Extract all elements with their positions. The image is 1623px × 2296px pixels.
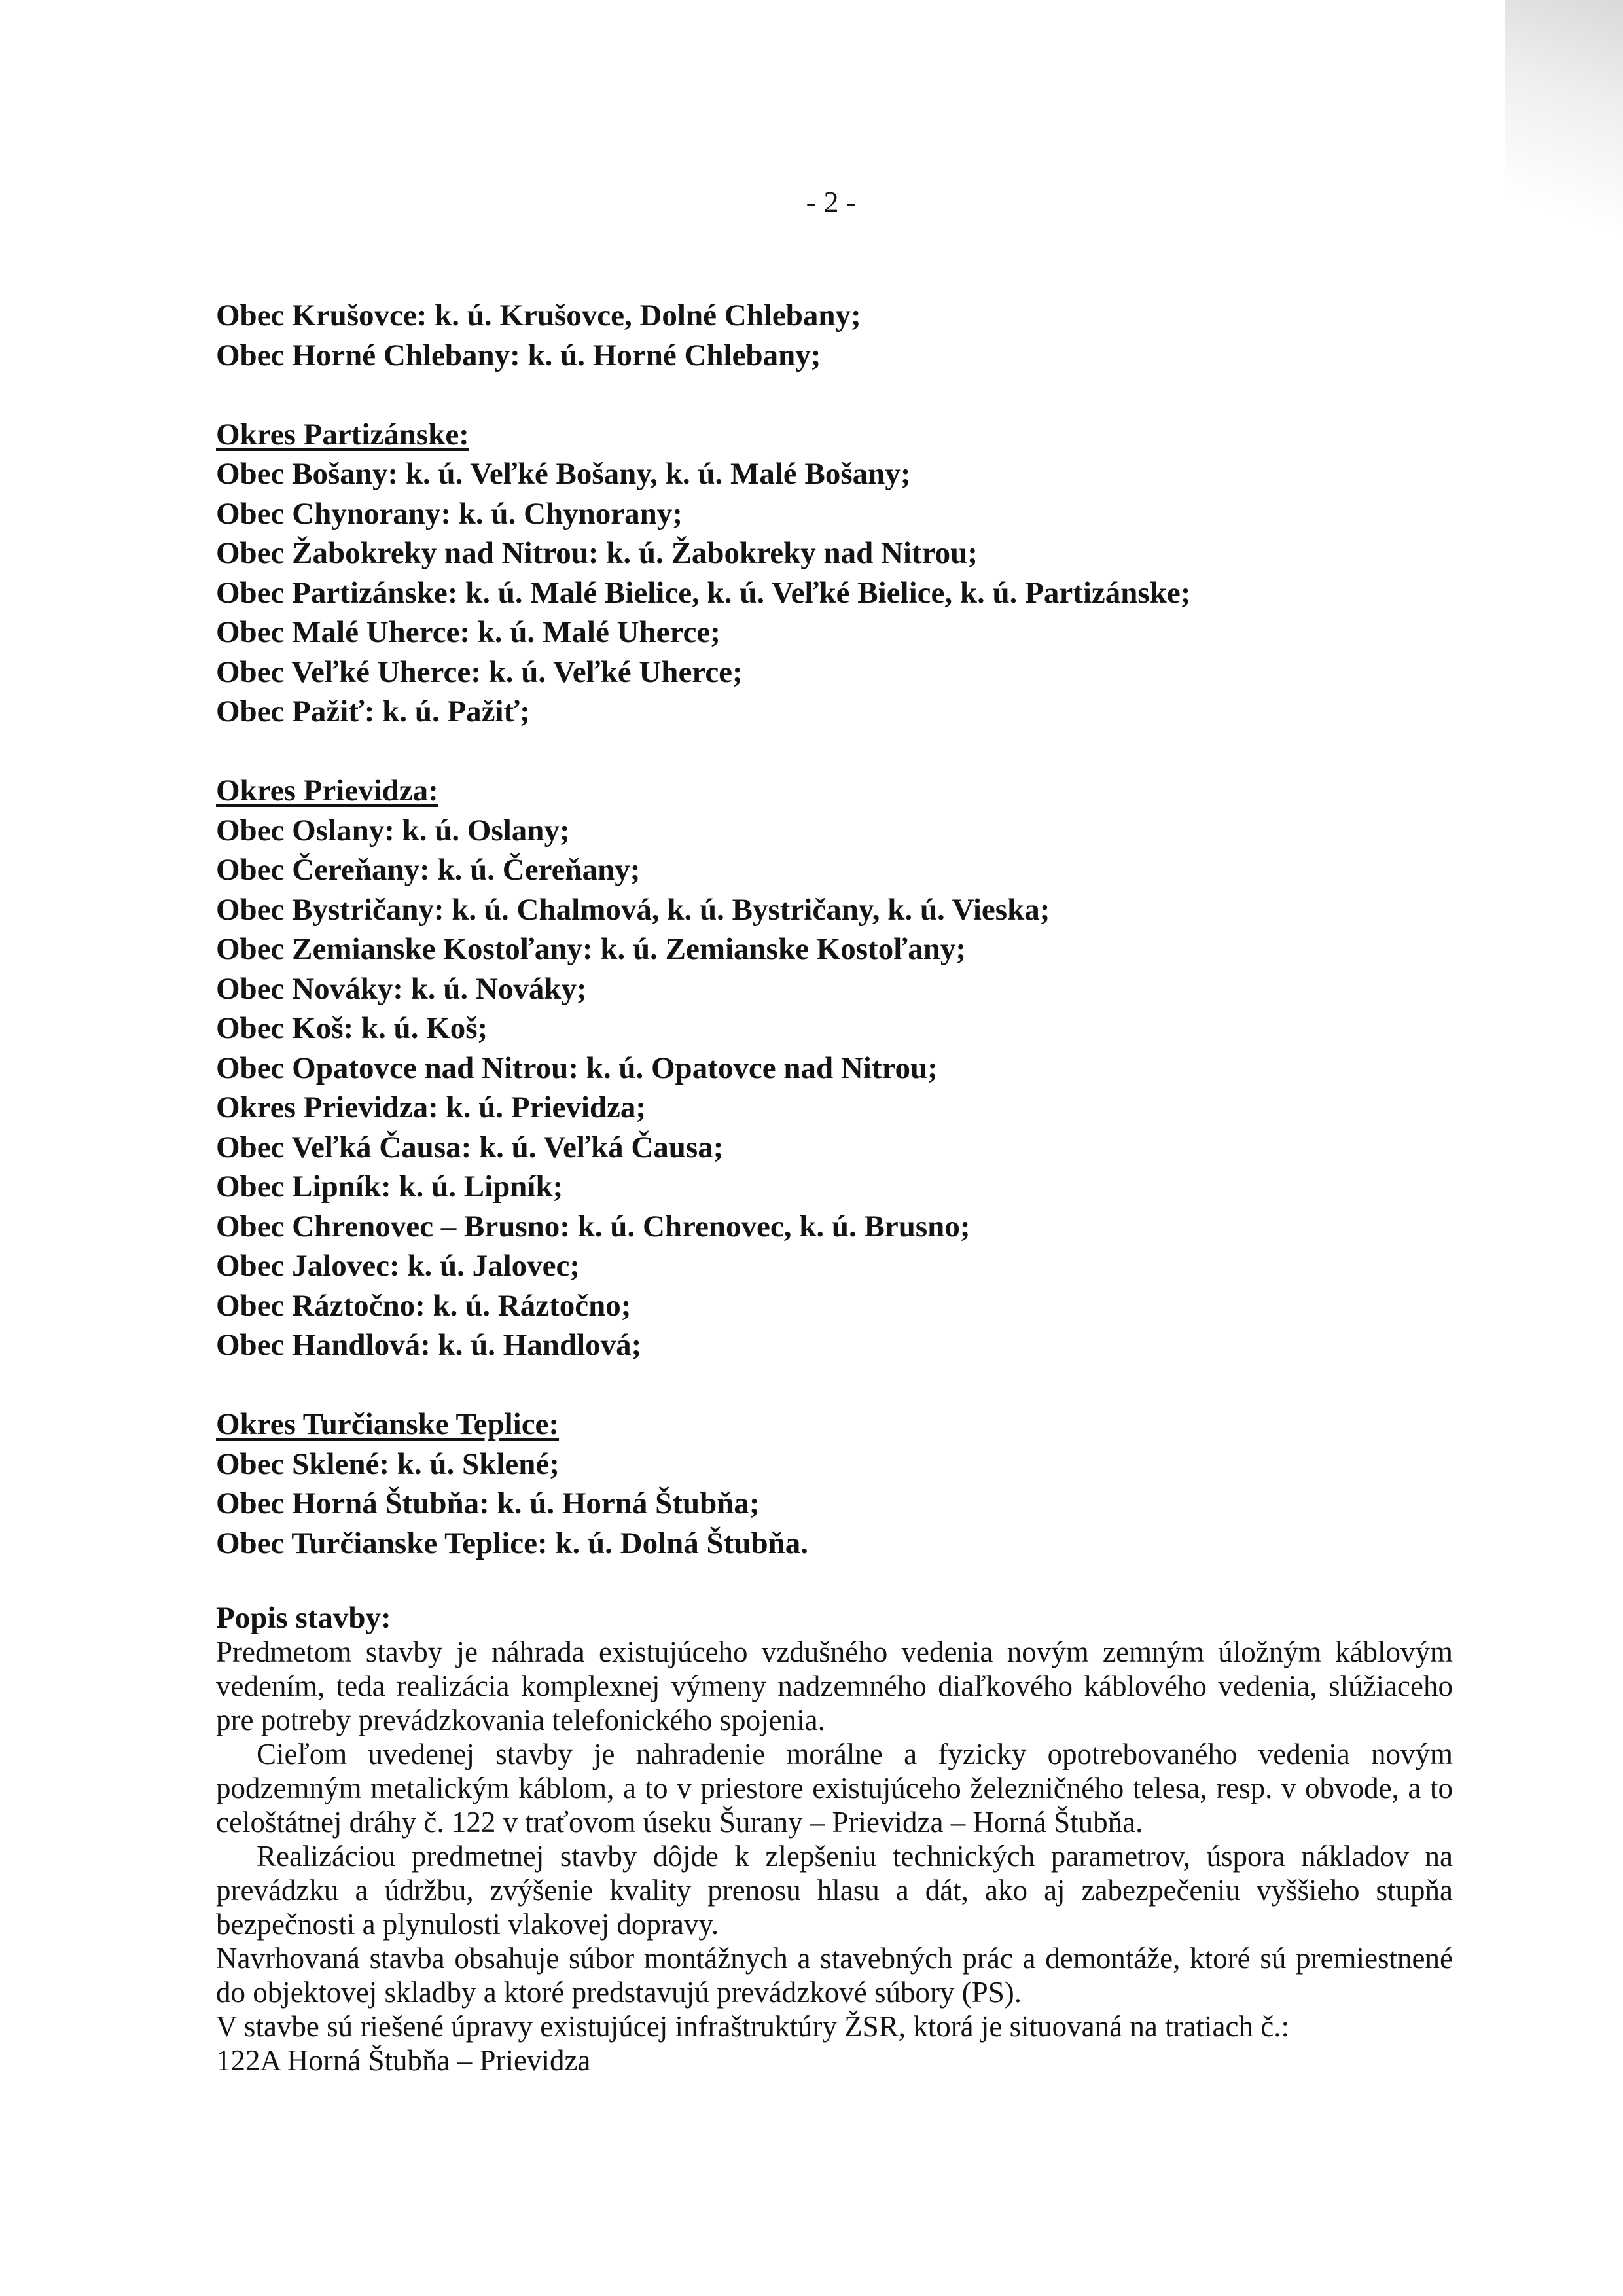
paragraph: Cieľom uvedenej stavby je nahradenie morálne a fyzicky opotrebovaného vedenia novým podzemným metalickým káblom, a to v priestore existujúceho železničného telesa, resp. v obvode, a to celoštátnej dráhy č. 122 v traťovom úseku Šurany – Prievidza – Horná Štubňa. [216, 1738, 1453, 1839]
paragraph: Realizáciou predmetnej stavby dôjde k zlepšeniu technických parametrov, úspora nákladov na prevádzku a údržbu, zvýšenie kvality prenosu hlasu a dát, ako aj zabezpečeniu vyššieho stupňa bezpečnosti a plynulosti vlakovej dopravy. [216, 1840, 1453, 1941]
paragraph: Predmetom stavby je náhrada existujúceho vzdušného vedenia novým zemným úložným káblovým vedením, teda realizácia komplexnej výmeny nadzemného diaľkového káblového vedenia, slúžiaceho pre potreby prevádzkovania telefonického spojenia. [216, 1636, 1453, 1736]
municipality-line: Obec Krušovce: k. ú. Krušovce, Dolné Chlebany; [216, 298, 861, 332]
municipality-line: Obec Opatovce nad Nitrou: k. ú. Opatovce nad Nitrou; [216, 1050, 938, 1085]
municipality-line: Obec Veľká Čausa: k. ú. Veľká Čausa; [216, 1130, 724, 1164]
paragraph: V stavbe sú riešené úpravy existujúcej infraštruktúry ŽSR, ktorá je situovaná na tratiach č.: [216, 2010, 1289, 2043]
scan-shadow [1505, 0, 1623, 275]
municipality-line: Obec Partizánske: k. ú. Malé Bielice, k. ú. Veľké Bielice, k. ú. Partizánske; [216, 575, 1191, 610]
page-number: - 2 - [806, 185, 857, 219]
section-title: Popis stavby: [216, 1601, 391, 1635]
district-partizanske [216, 415, 1459, 732]
municipality-line: Obec Turčianske Teplice: k. ú. Dolná Štubňa. [216, 1526, 809, 1560]
municipality-list-top [216, 296, 1459, 375]
spacer [216, 732, 1459, 772]
district-turcianske-teplice [216, 1405, 1459, 1563]
municipality-line: Obec Žabokreky nad Nitrou: k. ú. Žabokreky nad Nitrou; [216, 536, 978, 570]
municipality-line: Obec Bystričany: k. ú. Chalmová, k. ú. Bystričany, k. ú. Vieska; [216, 892, 1050, 927]
municipality-line: Obec Ráztočno: k. ú. Ráztočno; [216, 1288, 632, 1323]
district-heading: Okres Turčianske Teplice: [216, 1407, 560, 1441]
municipality-line: Obec Chrenovec – Brusno: k. ú. Chrenovec, k. ú. Brusno; [216, 1209, 971, 1244]
municipality-line: Obec Sklené: k. ú. Sklené; [216, 1446, 560, 1481]
district-heading: Okres Prievidza: [216, 774, 438, 808]
district-prievidza [216, 771, 1459, 1365]
municipality-line: Obec Jalovec: k. ú. Jalovec; [216, 1249, 580, 1283]
municipality-line: Obec Oslany: k. ú. Oslany; [216, 813, 570, 848]
municipality-line: Obec Malé Uherce: k. ú. Malé Uherce; [216, 615, 721, 649]
municipality-line: Obec Nováky: k. ú. Nováky; [216, 971, 587, 1006]
municipality-line: Obec Lipník: k. ú. Lipník; [216, 1170, 563, 1204]
district-heading: Okres Partizánske: [216, 417, 469, 452]
municipality-line: Obec Horné Chlebany: k. ú. Horné Chlebany; [216, 338, 821, 372]
municipality-line: Obec Čereňany: k. ú. Čereňany; [216, 853, 641, 887]
description-text [216, 1635, 1453, 2077]
municipality-line: Okres Prievidza: k. ú. Prievidza; [216, 1090, 647, 1124]
municipality-line: Obec Pažiť: k. ú. Pažiť; [216, 694, 530, 728]
document-body [216, 296, 1459, 2077]
spacer [216, 375, 1459, 415]
track-line: 122A Horná Štubňa – Prievidza [216, 2044, 591, 2077]
municipality-line: Obec Zemianske Kostoľany: k. ú. Zemianske Kostoľany; [216, 932, 967, 966]
municipality-line: Obec Chynorany: k. ú. Chynorany; [216, 496, 683, 531]
spacer [216, 1365, 1459, 1405]
municipality-line: Obec Veľké Uherce: k. ú. Veľké Uherce; [216, 655, 743, 689]
municipality-line: Obec Horná Štubňa: k. ú. Horná Štubňa; [216, 1486, 760, 1520]
municipality-line: Obec Handlová: k. ú. Handlová; [216, 1328, 642, 1362]
municipality-line: Obec Bošany: k. ú. Veľké Bošany, k. ú. Malé Bošany; [216, 457, 911, 491]
municipality-line: Obec Koš: k. ú. Koš; [216, 1011, 488, 1045]
paragraph: Navrhovaná stavba obsahuje súbor montážnych a stavebných prác a demontáže, ktoré sú premiestnené do objektovej skladby a ktoré predstavujú prevádzkové súbory (PS). [216, 1942, 1453, 2009]
